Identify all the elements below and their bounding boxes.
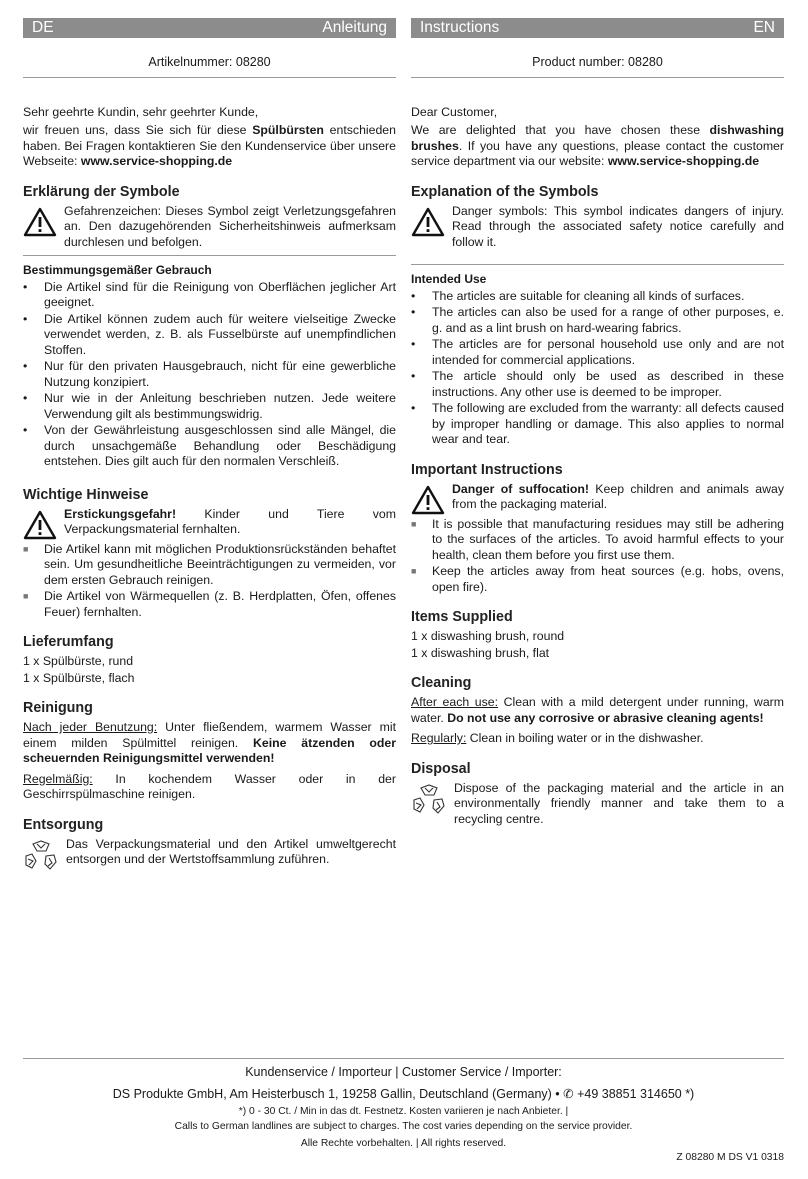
bullet: ■ [23, 591, 29, 601]
list-item-text: Von der Gewährleistung ausgeschlossen sind alle Mängel, die durch unsachgemäße Behandlung oder Beschädigung entstehen. Dies gilt auch für den normalen Verschleiß. [44, 423, 396, 468]
bullet: ■ [23, 543, 29, 554]
list-item-text: Nur für den privaten Hausgebrauch, nicht für eine gewerbliche Nutzung konzipiert. [44, 359, 396, 389]
warning-triangle-icon [411, 207, 445, 237]
intended-use-heading: Bestimmungsgemäßer Gebrauch [23, 263, 212, 277]
disposal-heading: Disposal [411, 760, 471, 777]
list-item-text: The articles can also be used for a range of other purposes, e. g. and as a lint brush on hard-wearing fabrics. [432, 305, 784, 335]
list-item [411, 289, 784, 305]
recycling-icon [23, 839, 59, 871]
intro [411, 105, 784, 170]
list-item [23, 312, 396, 359]
cleaning-body: Clean in boiling water or in the dishwasher. [466, 731, 704, 745]
cleaning-body: Unter fließendem, warmem Wasser mit einem milden Spülmittel reinigen. [23, 720, 396, 750]
list-item: 1 x Spülbürste, flach [23, 670, 135, 685]
suffocation-label: Danger of suffocation! [452, 481, 589, 496]
cleaning-label: Nach jeder Benutzung: [23, 720, 158, 734]
recycling-icon [411, 783, 447, 815]
suffocation-text [64, 507, 396, 540]
warning-triangle-icon [23, 510, 57, 540]
footer-rights: Alle Rechte vorbehalten. | All rights reserved. [300, 1138, 507, 1149]
warning-triangle-icon [23, 207, 57, 237]
bullet: • [411, 369, 416, 383]
symbol-text: Gefahrenzeichen: Dieses Symbol zeigt Verletzungsgefahren an. Den dazugehörenden Sicherheitshinweis aufmerksam durchlesen und befolgen. [64, 203, 396, 249]
footer-service-heading: Kundenservice / Importeur | Customer Service / Importer: [245, 1065, 562, 1079]
cleaning-heading: Cleaning [411, 675, 472, 691]
intended-use-list [411, 289, 784, 448]
cleaning-warning: Do not use any corrosive or abrasive cleaning agents! [447, 710, 764, 725]
bullet: • [411, 337, 416, 351]
cleaning-text [411, 695, 784, 726]
column-english [411, 18, 784, 827]
intended-use-list [23, 280, 396, 470]
cleaning-body: Clean with a mild detergent under running, warm water. [411, 695, 784, 725]
supplied-list [23, 654, 396, 686]
list-item [411, 369, 784, 400]
list-item [23, 589, 396, 620]
list-item-text: Die Artikel können zudem auch für weitere vielseitige Zwecke verwendet werden, z. B. als Fusselbürste auf unempfindlichen Stoffen. [44, 311, 396, 357]
symbols-heading: Erklärung der Symbole [23, 183, 180, 200]
cleaning-body: In kochendem Wasser oder in der Geschirrspülmaschine reinigen. [23, 771, 396, 801]
disposal-row [411, 781, 784, 828]
suffocation-text [452, 482, 784, 515]
bullet: • [23, 359, 28, 373]
list-item [23, 423, 396, 470]
suffocation-body: Kinder und Tiere vom Verpackungsmaterial fernhalten. [64, 506, 396, 536]
product-number: Product number: 08280 [411, 55, 784, 78]
header-title: Anleitung [322, 19, 387, 37]
list-item-text: The article should only be used as described in these instructions. Any other use is deemed to be improper. [432, 369, 784, 399]
list-item-text: The articles are suitable for cleaning all kinds of surfaces. [432, 288, 745, 303]
list-item [411, 401, 784, 448]
bullet: • [23, 391, 28, 405]
list-item-text: It is possible that manufacturing residues may still be adhering to the surfaces of the articles. To avoid harmful effects to your health, clean them before you first use them. [432, 516, 784, 562]
list-item-text: Die Artikel kann mit möglichen Produktionsrückständen behaftet sein. Um gesundheitliche Beeinträchtigungen zu vermeiden, vor dem ersten Gebrauch reinigen. [44, 541, 396, 587]
symbols-heading: Explanation of the Symbols [411, 183, 599, 200]
intro-text [23, 123, 396, 170]
list-item-text: Die Artikel sind für die Reinigung von Oberflächen jeglicher Art geeignet. [44, 279, 396, 309]
list-item [411, 305, 784, 336]
article-number: Artikelnummer: 08280 [23, 55, 396, 78]
cleaning-label: After each use: [411, 695, 499, 709]
list-item-text: The articles are for personal household use only and are not intended for commercial applications. [432, 337, 784, 367]
suffocation-warning [23, 507, 396, 540]
product-name: dishwashing brushes [411, 123, 784, 153]
intro-part: wir freuen uns, dass Sie sich für diese [23, 123, 253, 137]
divider [411, 264, 784, 265]
list-item: 1 x diswashing brush, flat [411, 645, 550, 660]
footer-address: DS Produkte GmbH, Am Heisterbusch 1, 19258 Gallin, Deutschland (Germany) • ✆ +49 38851 314650 *) [112, 1086, 695, 1101]
header-bar-german [23, 18, 396, 38]
cleaning-warning: Keine ätzenden oder scheuernden Reinigungsmittel verwenden! [23, 735, 397, 765]
divider [23, 255, 396, 256]
disposal-text: Das Verpackungsmaterial und den Artikel umweltgerecht entsorgen und der Wertstoffsammlung zuführen. [66, 836, 396, 866]
intended-use-heading: Intended Use [411, 272, 487, 286]
important-heading: Wichtige Hinweise [23, 486, 149, 503]
suffocation-body: Keep children and animals away from the packaging material. [452, 481, 784, 511]
disposal-text: Dispose of the packaging material and the article in an environmentally friendly manner and take them to a recycling centre. [454, 780, 784, 826]
cleaning-label: Regelmäßig: [23, 771, 93, 786]
website-link[interactable]: www.service-shopping.de [607, 154, 760, 168]
cleaning-label: Regularly: [411, 731, 467, 745]
intro-part: . If you have any questions, please contact the customer service department via our website: [411, 138, 784, 168]
list-item [23, 391, 396, 422]
important-heading: Important Instructions [411, 461, 563, 478]
cleaning-regular [411, 731, 784, 747]
list-item: 1 x Spülbürste, rund [23, 654, 134, 668]
footer-cost-note-de: *) 0 - 30 Ct. / Min in das dt. Festnetz. Kosten variieren je nach Anbieter. | [238, 1106, 569, 1117]
disposal-row [23, 837, 396, 871]
column-german [23, 18, 396, 871]
bullet: ■ [411, 566, 417, 576]
disposal-heading: Entsorgung [23, 816, 104, 833]
bullet: • [23, 311, 28, 326]
list-item [23, 280, 396, 311]
list-item-text: Nur wie in der Anleitung beschrieben nutzen. Jede weitere Verwendung gilt als bestimmungswidrig. [44, 391, 396, 421]
intro-part: We are delighted that you have chosen these [411, 123, 710, 137]
list-item: 1 x diswashing brush, round [411, 629, 565, 643]
list-item [411, 337, 784, 368]
intro [23, 105, 396, 170]
important-list [23, 542, 396, 621]
supplied-list [411, 629, 784, 661]
greeting: Sehr geehrte Kundin, sehr geehrter Kunde, [23, 104, 259, 119]
bullet: • [411, 288, 416, 303]
intro-text [411, 123, 784, 170]
list-item [23, 359, 396, 390]
intro-part: entschieden haben. Bei Fragen kontaktieren Sie den Kundenservice über unsere Webseite: [23, 123, 396, 168]
list-item [23, 542, 396, 589]
bullet: ■ [411, 518, 417, 529]
bullet: • [411, 305, 416, 319]
language-code: DE [32, 19, 54, 37]
list-item-text: The following are excluded from the warranty: all defects caused by improper handling or damage. This also applies to normal wear and tear. [432, 401, 784, 446]
supplied-heading: Lieferumfang [23, 634, 114, 650]
language-code: EN [753, 19, 775, 37]
list-item [411, 564, 784, 595]
footer [23, 1058, 784, 1151]
header-title: Instructions [420, 19, 500, 37]
header-bar-english [411, 18, 784, 38]
greeting: Dear Customer, [411, 104, 498, 119]
list-item [411, 517, 784, 564]
bullet: • [23, 423, 28, 437]
supplied-heading: Items Supplied [411, 609, 513, 625]
cleaning-text [23, 720, 396, 767]
symbol-explanation [23, 204, 396, 251]
cleaning-regular [23, 772, 396, 803]
important-list [411, 517, 784, 596]
symbol-text: Danger symbols: This symbol indicates dangers of injury. Read through the associated safety notice carefully and follow it. [452, 203, 784, 249]
suffocation-warning [411, 482, 784, 515]
list-item-text: Keep the articles away from heat sources (e.g. hobs, ovens, open fire). [432, 564, 784, 594]
bullet: • [23, 279, 28, 294]
symbol-explanation [411, 204, 784, 251]
footer-cost-note-en: Calls to German landlines are subject to charges. The cost varies depending on the service provider. [174, 1121, 633, 1132]
document-id: Z 08280 M DS V1 0318 [676, 1152, 784, 1163]
product-name: Spülbürsten [252, 123, 324, 137]
bullet: • [411, 401, 416, 415]
suffocation-label: Erstickungsgefahr! [64, 506, 177, 521]
warning-triangle-icon [411, 485, 445, 515]
list-item-text: Die Artikel von Wärmequellen (z. B. Herdplatten, Öfen, offenes Feuer) fernhalten. [44, 589, 396, 619]
website-link[interactable]: www.service-shopping.de [80, 154, 233, 168]
cleaning-heading: Reinigung [23, 700, 93, 716]
